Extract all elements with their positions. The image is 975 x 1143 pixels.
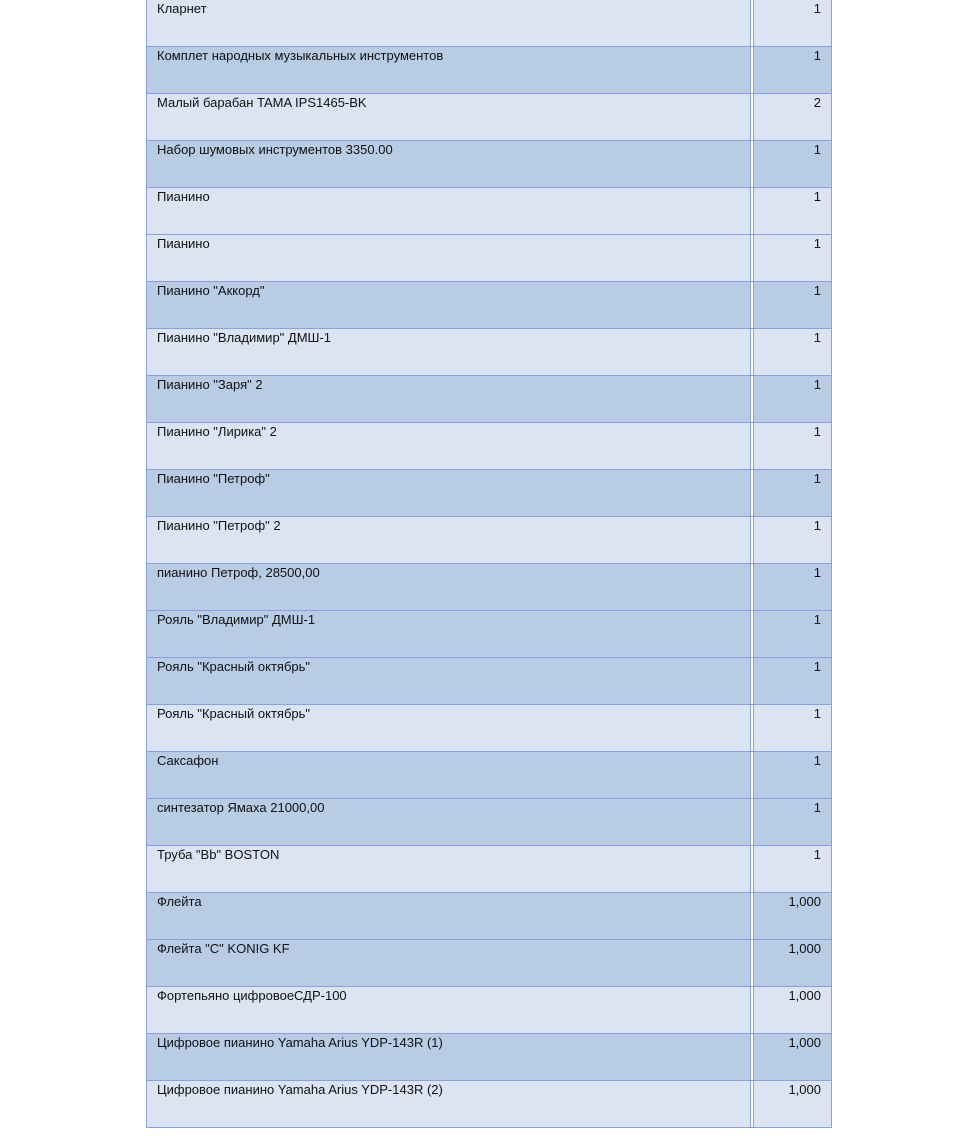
table-row (146, 799, 832, 846)
table-row (146, 376, 832, 423)
item-qty-cell: 1 (753, 0, 832, 46)
table-row (146, 987, 832, 1034)
item-qty-cell: 1 (753, 423, 832, 469)
table-row (146, 752, 832, 799)
item-name-cell: Труба "Bb" BOSTON (146, 846, 751, 892)
item-qty-cell: 1 (753, 705, 832, 751)
item-qty-cell: 1 (753, 329, 832, 375)
item-qty-cell: 1,000 (753, 1034, 832, 1080)
item-qty-cell: 1 (753, 188, 832, 234)
item-name-cell: Флейта (146, 893, 751, 939)
item-name-cell: пианино Петроф, 28500,00 (146, 564, 751, 610)
item-qty-cell: 1 (753, 752, 832, 798)
table-row (146, 658, 832, 705)
item-name-cell: Рояль "Красный октябрь" (146, 705, 751, 751)
item-name-cell: Пианино "Петроф" 2 (146, 517, 751, 563)
item-name-cell: Кларнет (146, 0, 751, 46)
item-qty-cell: 1 (753, 564, 832, 610)
table-row (146, 1034, 832, 1081)
item-name-cell: Пианино (146, 188, 751, 234)
table-row (146, 517, 832, 564)
table-row (146, 47, 832, 94)
item-qty-cell: 1 (753, 376, 832, 422)
item-name-cell: Флейта "C" KONIG KF (146, 940, 751, 986)
table-row (146, 188, 832, 235)
item-qty-cell: 1,000 (753, 940, 832, 986)
item-name-cell: Цифровое пианино Yamaha Arius YDP-143R (2) (146, 1081, 751, 1127)
item-qty-cell: 1 (753, 611, 832, 657)
table-row (146, 705, 832, 752)
item-qty-cell: 1 (753, 282, 832, 328)
table-row (146, 94, 832, 141)
item-qty-cell: 1,000 (753, 987, 832, 1033)
item-qty-cell: 1 (753, 658, 832, 704)
inventory-table (146, 0, 832, 1128)
item-qty-cell: 1 (753, 235, 832, 281)
table-row (146, 329, 832, 376)
table-row (146, 282, 832, 329)
item-qty-cell: 1 (753, 517, 832, 563)
item-name-cell: Набор шумовых инструментов 3350.00 (146, 141, 751, 187)
item-name-cell: Саксафон (146, 752, 751, 798)
item-qty-cell: 1,000 (753, 1081, 832, 1127)
item-qty-cell: 1 (753, 47, 832, 93)
item-qty-cell: 1 (753, 799, 832, 845)
table-row (146, 611, 832, 658)
item-qty-cell: 1 (753, 141, 832, 187)
item-name-cell: Фортепьяно цифровоеСДР-100 (146, 987, 751, 1033)
item-qty-cell: 1,000 (753, 893, 832, 939)
item-name-cell: Пианино "Петроф" (146, 470, 751, 516)
table-row (146, 846, 832, 893)
item-name-cell: Пианино "Владимир" ДМШ-1 (146, 329, 751, 375)
item-name-cell: Рояль "Красный октябрь" (146, 658, 751, 704)
table-row (146, 470, 832, 517)
table-row (146, 1081, 832, 1128)
item-name-cell: Пианино (146, 235, 751, 281)
item-name-cell: Малый барабан TAMA IPS1465-BK (146, 94, 751, 140)
table-row (146, 235, 832, 282)
table-row (146, 141, 832, 188)
table-row (146, 893, 832, 940)
item-name-cell: синтезатор Ямаха 21000,00 (146, 799, 751, 845)
table-row (146, 940, 832, 987)
item-name-cell: Комплет народных музыкальных инструментов (146, 47, 751, 93)
item-name-cell: Цифровое пианино Yamaha Arius YDP-143R (1) (146, 1034, 751, 1080)
item-name-cell: Пианино "Аккорд" (146, 282, 751, 328)
item-qty-cell: 1 (753, 470, 832, 516)
table-row (146, 564, 832, 611)
item-qty-cell: 1 (753, 846, 832, 892)
table-row (146, 0, 832, 47)
table-row (146, 423, 832, 470)
item-name-cell: Пианино "Заря" 2 (146, 376, 751, 422)
item-name-cell: Рояль "Владимир" ДМШ-1 (146, 611, 751, 657)
item-qty-cell: 2 (753, 94, 832, 140)
item-name-cell: Пианино "Лирика" 2 (146, 423, 751, 469)
